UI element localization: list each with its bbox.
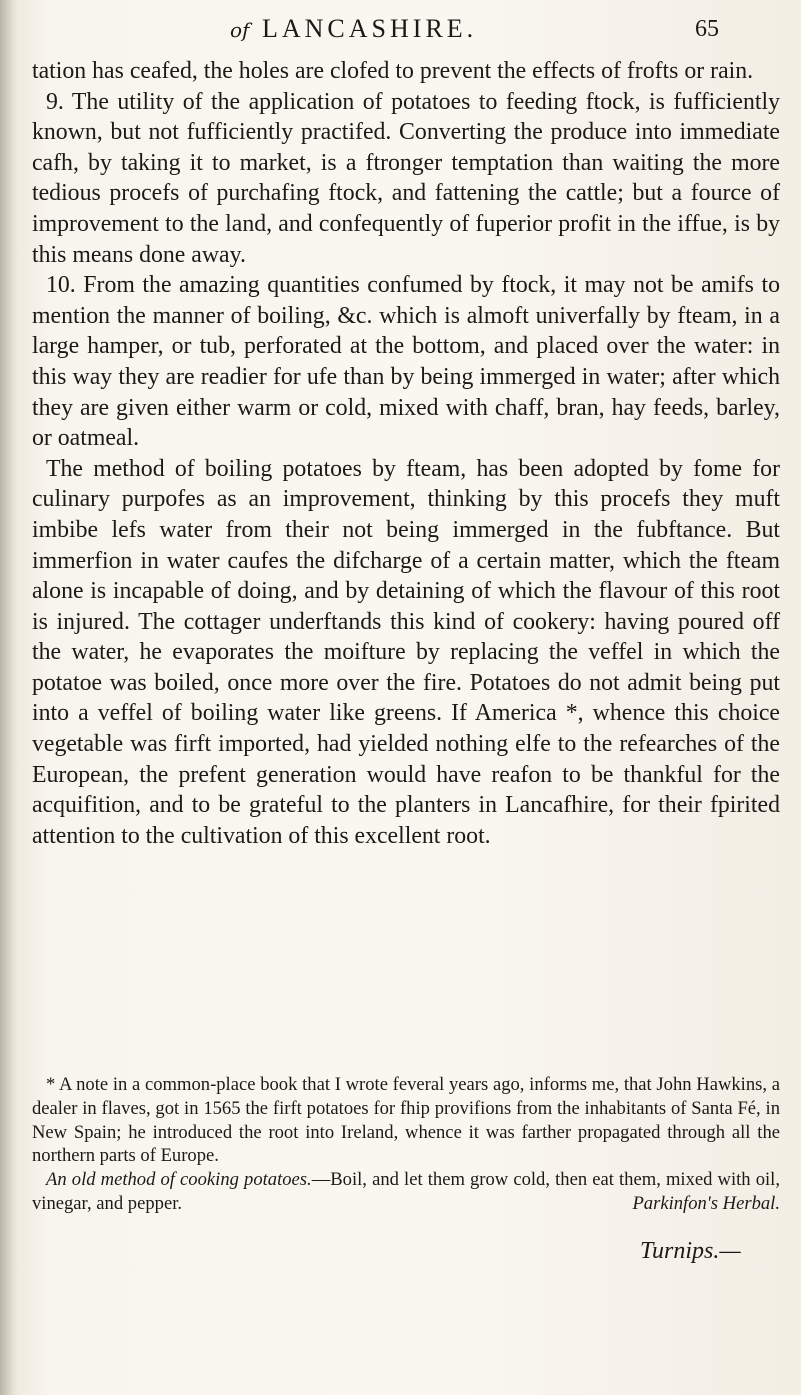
footnote-recipe (32, 1168, 780, 1216)
recipe-source: Parkinfon's Herbal. (632, 1192, 780, 1214)
running-head (0, 14, 801, 54)
recipe-heading: An old method of cooking potatoes. (46, 1169, 312, 1191)
paragraph-continuation: tation has ceafed, the holes are clofed to prevent the effects of frofts or rain. (32, 58, 754, 84)
body-text (32, 56, 780, 851)
paragraph-10: 10. From the amazing quantities confumed by ftock, it may not be amifs to mention the manner of boiling, &c. which is almoft univerfally by fteam, in a large hamper, or tub, perforated at the bottom, and placed over the water: in this way they are readier for ufe than by being immerged in water; after which they are given either warm or cold, mixed with chaff, bran, hay feeds, barley, or oatmeal. (32, 272, 780, 452)
catchword: Turnips.— (640, 1238, 741, 1264)
footnote-america: * A note in a common-place book that I wrote feveral years ago, informs me, that John Hawkins, a dealer in flaves, got in 1565 the firft potatoes for fhip provifions from the inhabitants of Santa Fé, in New Spain; he introduced the root into Ireland, whence it was farther propagated through all the northern parts of Europe. (32, 1074, 780, 1167)
recipe-text: —Boil, and let them grow cold, then eat them, mixed with oil, vinegar, and pepper. (32, 1169, 780, 1214)
binding-shadow (0, 0, 18, 1395)
page-number: 65 (695, 16, 719, 42)
paragraph-steam-boiling: The method of boiling potatoes by fteam, has been adopted by fome for culinary purpofes as an improvement, thinking by this procefs they muft imbibe lefs water from their not being immerged in the fubftance. But immerfion in water caufes the difcharge of a certain matter, which the fteam alone is incapable of doing, and by detaining of which the flavour of this root is injured. The cottager underftands this kind of cookery: having poured off the water, he evaporates the moifture by replacing the veffel in which the potatoe was boiled, once more over the fire. Potatoes do not admit being put into a veffel of boiling water like greens. If America *, whence this choice vegetable was firft imported, had yielded nothing elfe to the refearches of the European, the prefent generation would have reafon to be thankful for the acquifition, and to be grateful to the planters in Lancafhire, for their fpirited attention to the cultivation of this excellent root. (32, 455, 780, 849)
footnote-block (32, 1073, 780, 1216)
running-head-prefix: of (230, 18, 250, 42)
running-head-title: LANCASHIRE. (262, 14, 478, 43)
paragraph-9: 9. The utility of the application of potatoes to feeding ftock, is fufficiently known, but not fufficiently practifed. Converting the produce into immediate cafh, by taking it to market, is a ftronger temptation than waiting the more tedious procefs of purchafing ftock, and fattening the cattle; but a fource of improvement to the land, and confequently of fuperior profit in the iffue, is by this means done away. (32, 88, 780, 268)
